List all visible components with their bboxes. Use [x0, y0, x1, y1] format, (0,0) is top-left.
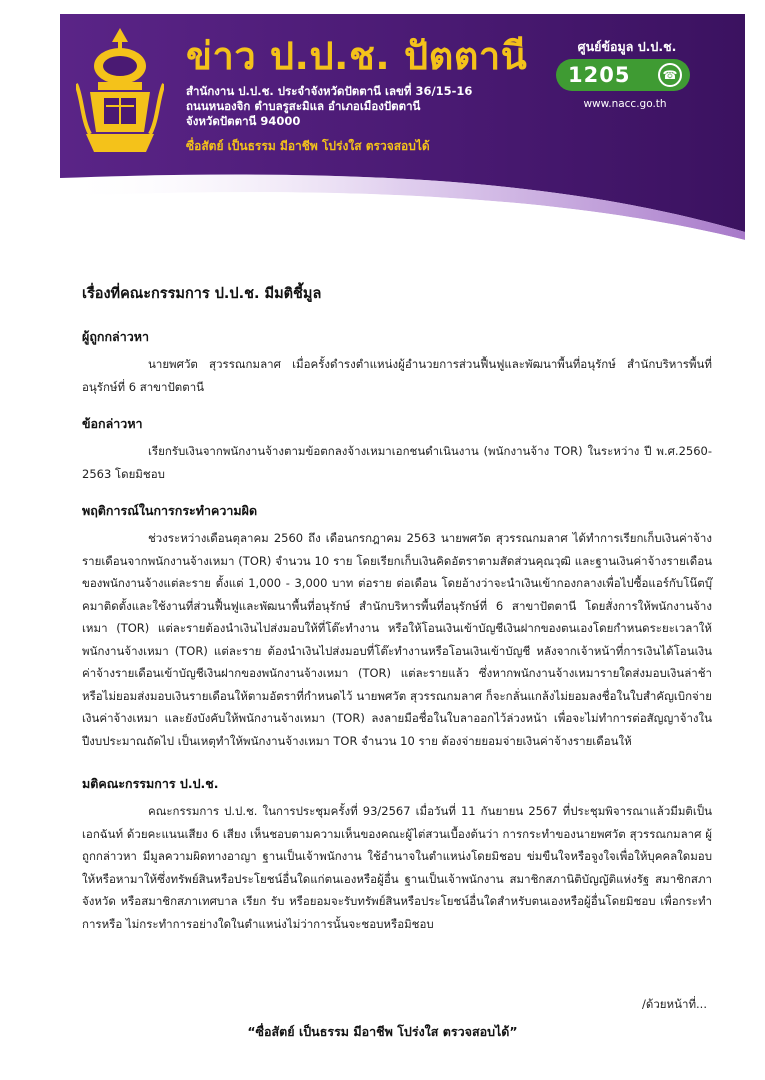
section-heading: พฤติการณ์ในการกระทำความผิด — [82, 503, 258, 518]
hotline-number: 1205 — [568, 63, 631, 87]
news-title: ข่าว ป.ป.ช. ปัตตานี — [186, 34, 528, 78]
office-address — [186, 84, 526, 129]
section-heading: ข้อกล่าวหา — [82, 416, 143, 431]
address-line: ถนนหนองจิก ตำบลรูสะมิแล อำเภอเมืองปัตตานี — [186, 99, 421, 113]
info-center-label: ศูนย์ข้อมูล ป.ป.ช. — [577, 39, 677, 54]
section-text: ช่วงระหว่างเดือนตุลาคม 2560 ถึง เดือนกรกฎาคม 2563 นายพศวัต สุวรรณกมลาศ ได้ทำการเรียกเก็บเงินค่าจ้างรายเดือนจากพนักงานจ้างเหมา (TOR) จำนวน 10 ราย โดยเรียกเก็บเงินคิดอัตราตามสัดส่วนคุณวุฒิ และฐานเงินค่าจ้างรายเดือนของพนักงานจ้างแต่ละราย ตั้งแต่ 1,000 - 3,000 บาท ต่อราย ต่อเดือน โดยอ้างว่าจะนำเงินเข้ากองกลางเพื่อไปซื้อแอร์กับโน๊ตบุ๊คมาติดตั้งและใช้งานที่ส่วนฟื้นฟูและพัฒนาพื้นที่อนุรักษ์ สำนักบริหารพื้นที่อนุรักษ์ที่ 6 สาขาปัตตานี โดยสั่งการให้พนักงานจ้างเหมา (TOR) แต่ละรายต้องนำเงินไปส่งมอบให้ที่โต๊ะทำงาน หรือให้โอนเงินเข้าบัญชีเงินฝากของตนเองโดยกำหนดระยะเวลาให้พนักงานจ้างเหมา (TOR) แต่ละราย ต้องนำเงินไปส่งมอบที่โต๊ะทำงานหรือโอนเงินเข้าบัญชี หลังจากเจ้าหน้าที่การเงินได้โอนเงินค่าจ้างรายเดือนเข้าบัญชีเงินฝากของพนักงานจ้างเหมา (TOR) แต่ละรายแล้ว ซึ่งหากพนักงานจ้างเหมารายใดส่งมอบเงินล่าช้า หรือไม่ยอมส่งมอบเงินรายเดือนให้ตามอัตราที่กำหนดไว้ นายพศวัต สุวรรณกมลาศ ก็จะกลั่นแกล้งไม่ยอมลงชื่อในใบสำคัญเบิกจ่ายเงินค่าจ้างเหมา และยังบังคับให้พนักงานจ้างเหมา (TOR) ลงลายมือชื่อในใบลาออกไว้ล่วงหน้า เพื่อจะไม่ทำการต่อสัญญาจ้างในปีงบประมาณถัดไป เป็นเหตุทำให้พนักงานจ้างเหมา TOR จำนวน 10 ราย ต้องจ่ายยอมจ่ายเงินค่าจ้างรายเดือนให้ — [82, 531, 712, 748]
nacc-emblem-logo — [76, 24, 164, 160]
section-text: นายพศวัต สุวรรณกมลาศ เมื่อครั้งดำรงตำแหน่งผู้อำนวยการส่วนฟื้นฟูและพัฒนาพื้นที่อนุรักษ์ สำนักบริหารพื้นที่อนุรักษ์ที่ 6 สาขาปัตตานี — [82, 357, 712, 394]
section-text: เรียกรับเงินจากพนักงานจ้างตามข้อตกลงจ้างเหมาเอกชนดำเนินงาน (พนักงานจ้าง TOR) ในระหว่าง ปี พ.ศ.2560-2563 โดยมิชอบ — [82, 444, 712, 481]
header-banner — [0, 0, 765, 240]
document-body — [82, 282, 712, 951]
section-accused — [82, 327, 712, 398]
hotline-badge — [556, 59, 690, 91]
website-url: www.nacc.go.th — [583, 98, 667, 110]
phone-icon: ☎ — [658, 63, 682, 87]
address-line: สำนักงาน ป.ป.ช. ประจำจังหวัดปัตตานี เลขที่ 36/15-16 — [186, 84, 473, 98]
header-slogan: ซื่อสัตย์ เป็นธรรม มีอาชีพ โปร่งใส ตรวจสอบได้ — [186, 139, 430, 153]
section-text: คณะกรรมการ ป.ป.ช. ในการประชุมครั้งที่ 93/2567 เมื่อวันที่ 11 กันยายน 2567 ที่ประชุมพิจารณาแล้วมีมติเป็นเอกฉันท์ ด้วยคะแนนเสียง 6 เสียง เห็นชอบตามความเห็นของคณะผู้ไต่สวนเบื้องต้นว่า การกระทำของนายพศวัต สุวรรณกมลาศ ผู้ถูกกล่าวหา มีมูลความผิดทางอาญา ฐานเป็นเจ้าพนักงาน ใช้อำนาจในตำแหน่งโดยมิชอบ ข่มขืนใจหรือจูงใจเพื่อให้บุคคลใดมอบให้หรือหามาให้ซึ่งทรัพย์สินหรือประโยชน์อื่นใดแก่ตนเองหรือผู้อื่น ฐานเป็นเจ้าพนักงาน สมาชิกสภานิติบัญญัติแห่งรัฐ สมาชิกสภาจังหวัด หรือสมาชิกสภาเทศบาล เรียก รับ หรือยอมจะรับทรัพย์สินหรือประโยชน์อื่นใดสำหรับตนเองหรือผู้อื่นโดยมิชอบ เพื่อกระทำการหรือ ไม่กระทำการอย่างใดในตำแหน่งไม่ว่าการนั้นจะชอบหรือมิชอบ — [82, 804, 712, 931]
section-allegation — [82, 414, 712, 485]
footer-slogan: “ซื่อสัตย์ เป็นธรรม มีอาชีพ โปร่งใส ตรวจสอบได้” — [247, 1024, 518, 1039]
continued-marker: /ด้วยหน้าที่... — [642, 997, 707, 1011]
address-line: จังหวัดปัตตานี 94000 — [186, 114, 301, 128]
section-resolution — [82, 774, 712, 935]
section-heading: มติคณะกรรมการ ป.ป.ช. — [82, 776, 219, 791]
document-title: เรื่องที่คณะกรรมการ ป.ป.ช. มีมติชี้มูล — [82, 286, 322, 302]
section-heading: ผู้ถูกกล่าวหา — [82, 329, 149, 344]
section-conduct — [82, 501, 712, 752]
